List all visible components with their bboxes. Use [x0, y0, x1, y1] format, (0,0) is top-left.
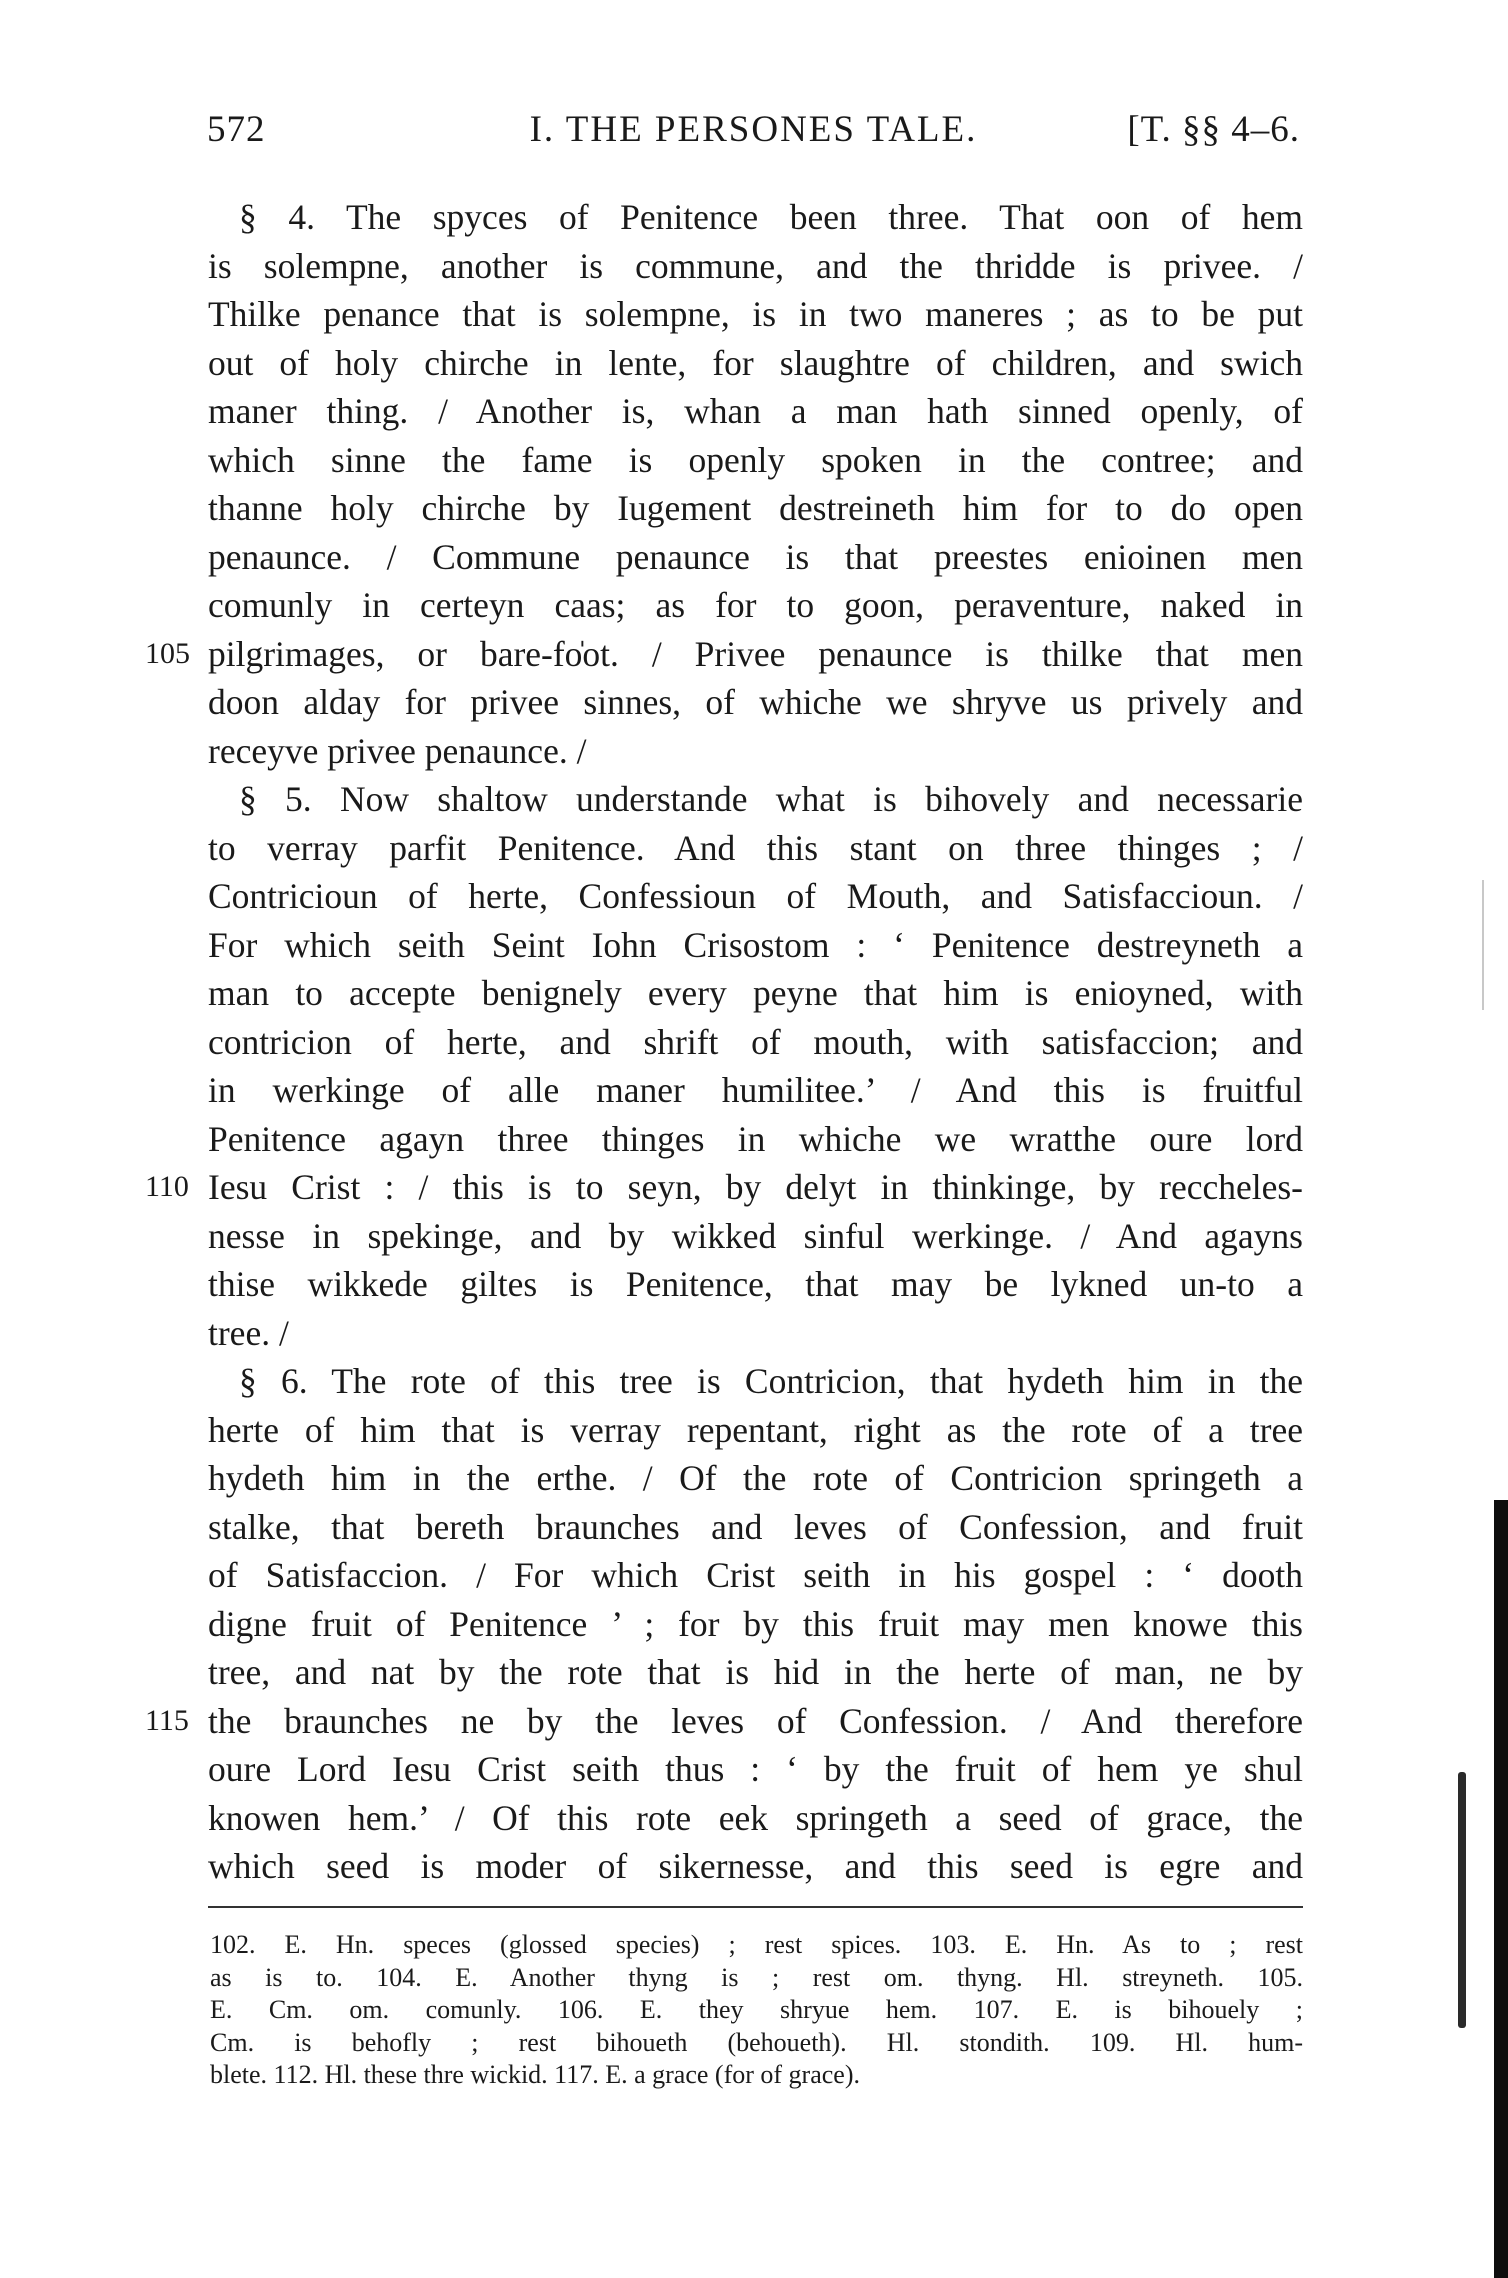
line-text: is solempne, another is commune, and the thridde is privee. /	[208, 245, 1303, 286]
text-line	[145, 1163, 1303, 1212]
text-line	[208, 1260, 1303, 1309]
line-text: § 6. The rote of this tree is Contricion, that hydeth him in the	[239, 1361, 1303, 1401]
line-text: For which seith Seint Iohn Crisostom : ‘ Penitence destreyneth a	[208, 924, 1303, 965]
text-line	[208, 1357, 1303, 1406]
line-text: comunly in certeyn caas; as for to goon, peraventure, naked in	[208, 585, 1303, 625]
text-line	[208, 1406, 1303, 1455]
text-line	[208, 678, 1303, 727]
text-line	[208, 387, 1303, 436]
line-text: Penitence agayn three thinges in whiche we wratthe oure lord	[208, 1118, 1303, 1159]
text-line	[145, 1697, 1303, 1746]
margin-ink-mark	[1458, 1772, 1466, 2028]
margin-scan-mark	[1482, 880, 1484, 1010]
line-text: § 5. Now shaltow understande what is bihovely and necessarie	[239, 779, 1303, 819]
line-text: doon alday for privee sinnes, of whiche we shryve us prively and	[208, 682, 1303, 722]
line-text: out of holy chirche in lente, for slaughtre of children, and swich	[208, 342, 1303, 383]
line-number: 105	[145, 636, 190, 670]
footnotes	[210, 1929, 1303, 2092]
line-text: oure Lord Iesu Crist seith thus : ‘ by the fruit of hem ye shul	[208, 1749, 1303, 1789]
footnote-line: Cm. is behofly ; rest bihoueth (behoueth). Hl. stondith. 109. Hl. hum-	[210, 2027, 1303, 2057]
text-line	[208, 1794, 1303, 1843]
text-line	[208, 436, 1303, 485]
text-line	[208, 1066, 1303, 1115]
text-line	[208, 1454, 1303, 1503]
footnote-line: 102. E. Hn. speces (glossed species) ; rest spices. 103. E. Hn. As to ; rest	[210, 1930, 1303, 1959]
text-line	[208, 1600, 1303, 1649]
line-text: maner thing. / Another is, whan a man hath sinned openly, of	[208, 391, 1303, 431]
line-number: 110	[145, 1170, 189, 1203]
text-line	[208, 872, 1303, 921]
footnote-line: as is to. 104. E. Another thyng is ; rest om. thyng. Hl. streyneth. 105.	[210, 1962, 1303, 1992]
text-line	[208, 290, 1303, 339]
text-line	[208, 921, 1303, 970]
line-text: to verray parfit Penitence. And this stant on three thinges ; /	[208, 827, 1303, 868]
body-text	[145, 193, 1303, 1891]
line-text: tree. /	[208, 1312, 289, 1353]
line-text: contricion of herte, and shrift of mouth, with satisfaccion; and	[208, 1021, 1303, 1062]
text-line	[208, 581, 1303, 630]
text-line	[208, 533, 1303, 582]
section-reference: [T. §§ 4–6.	[1127, 109, 1300, 150]
line-text: hydeth him in the erthe. / Of the rote of Contricion springeth a	[208, 1458, 1303, 1498]
page-edge-shadow	[1494, 1500, 1508, 2278]
text-line	[208, 1309, 1303, 1358]
line-text: herte of him that is verray repentant, right as the rote of a tree	[208, 1409, 1303, 1450]
line-text: knowen hem.’ / Of this rote eek springeth a seed of grace, the	[208, 1797, 1303, 1838]
line-text: tree, and nat by the rote that is hid in the herte of man, ne by	[208, 1652, 1303, 1692]
page-number: 572	[207, 109, 266, 150]
text-line	[208, 969, 1303, 1018]
text-line	[208, 193, 1303, 242]
line-text: Thilke penance that is solempne, is in two maneres ; as to be put	[208, 294, 1303, 334]
line-text: pilgrimages, or bare-fo̍ot. / Privee penaunce is thilke that men	[208, 633, 1303, 674]
text-line	[208, 1018, 1303, 1067]
text-line	[208, 1745, 1303, 1794]
text-line	[208, 1842, 1303, 1891]
text-line	[208, 824, 1303, 873]
text-line	[208, 1212, 1303, 1261]
line-text: Iesu Crist : / this is to seyn, by delyt in thinkinge, by reccheles-	[208, 1167, 1303, 1207]
text-line	[208, 1115, 1303, 1164]
line-text: thise wikkede giltes is Penitence, that may be lykned un-to a	[208, 1264, 1303, 1304]
footnote-line: E. Cm. om. comunly. 106. E. they shryue hem. 107. E. is bihouely ;	[210, 1995, 1303, 2024]
line-text: of Satisfaccion. / For which Crist seith in his gospel : ‘ dooth	[208, 1555, 1303, 1595]
line-text: penaunce. / Commune penaunce is that preestes enioinen men	[208, 536, 1303, 577]
line-text: receyve privee penaunce. /	[208, 730, 587, 771]
line-text: which seed is moder of sikernesse, and this seed is egre and	[208, 1846, 1303, 1886]
footnote-line: blete. 112. Hl. these thre wickid. 117. E. a grace (for of grace).	[210, 2060, 860, 2089]
text-line	[208, 242, 1303, 291]
text-line	[208, 727, 1303, 776]
line-text: digne fruit of Penitence ’ ; for by this fruit may men knowe this	[208, 1603, 1303, 1644]
text-line	[208, 1551, 1303, 1600]
line-text: § 4. The spyces of Penitence been three. That oon of hem	[239, 197, 1303, 237]
line-text: Contricioun of herte, Confessioun of Mouth, and Satisfaccioun. /	[208, 876, 1303, 916]
line-text: stalke, that bereth braunches and leves of Confession, and fruit	[208, 1506, 1303, 1547]
text-line	[208, 339, 1303, 388]
running-title: I. THE PERSONES TALE.	[529, 109, 978, 150]
line-text: the braunches ne by the leves of Confession. / And therefore	[208, 1700, 1303, 1741]
line-text: thanne holy chirche by Iugement destreineth him for to do open	[208, 488, 1303, 528]
line-text: nesse in spekinge, and by wikked sinful werkinge. / And agayns	[208, 1215, 1303, 1256]
running-header	[207, 108, 1300, 160]
line-text: in werkinge of alle maner humilitee.’ / And this is fruitful	[208, 1070, 1303, 1110]
line-text: which sinne the fame is openly spoken in the contree; and	[208, 439, 1303, 480]
line-number: 115	[145, 1703, 189, 1737]
text-line	[208, 484, 1303, 533]
text-line	[208, 775, 1303, 824]
footnote-rule	[208, 1906, 1303, 1908]
text-line	[208, 1503, 1303, 1552]
text-line	[208, 1648, 1303, 1697]
line-text: man to accepte benignely every peyne that him is enioyned, with	[208, 973, 1303, 1013]
text-line	[145, 630, 1303, 679]
